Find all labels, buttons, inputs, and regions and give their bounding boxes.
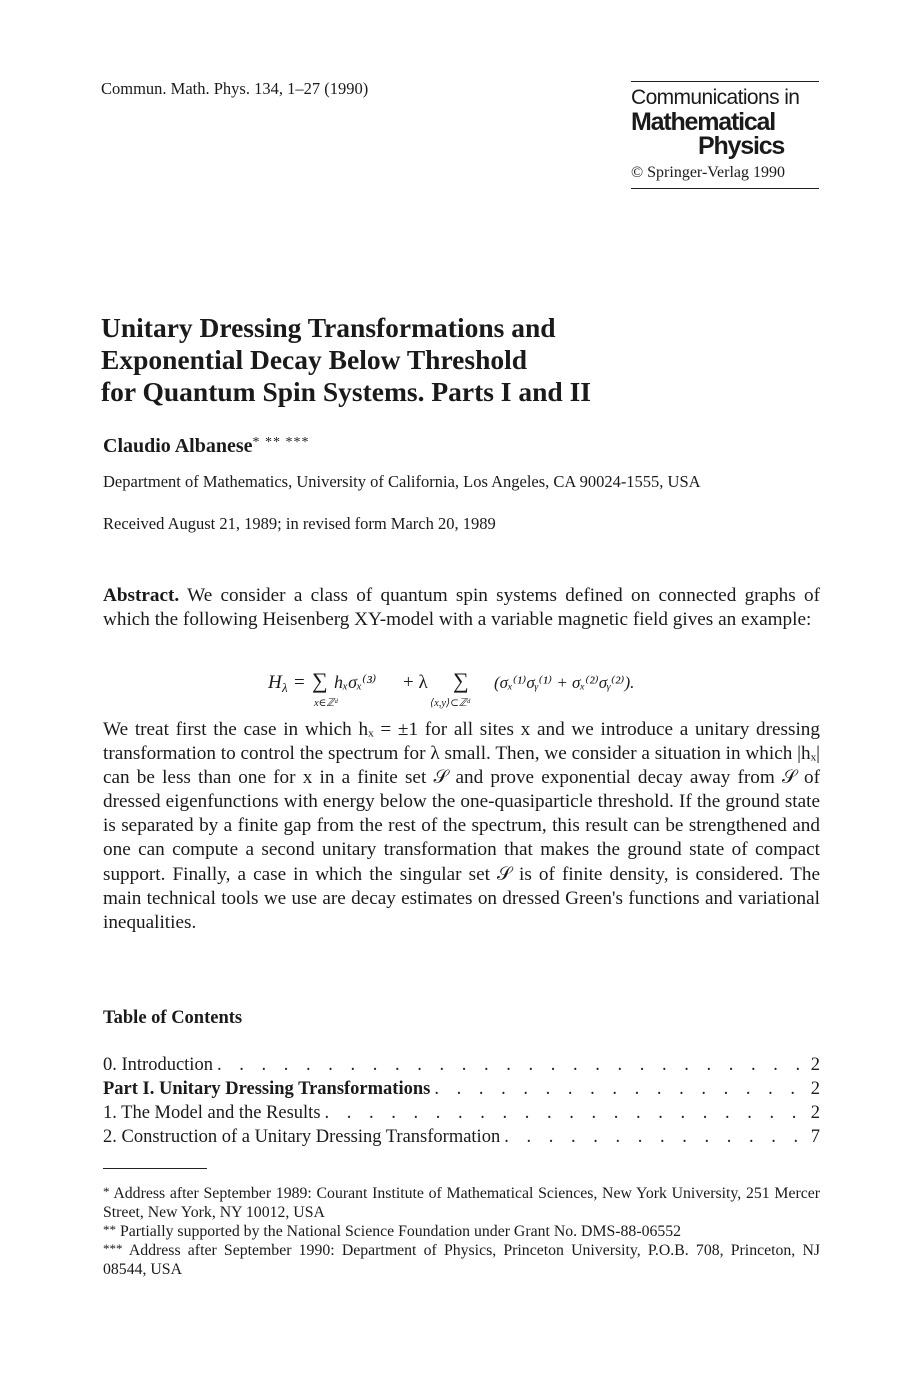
footnote-1 — [103, 1182, 820, 1222]
formula-plus-lambda: + λ — [403, 672, 428, 693]
abstract-text-1: We consider a class of quantum spin systems defined on connected graphs of which the following Heisenberg XY-model with a variable magnetic field gives an example: — [103, 585, 821, 631]
hamiltonian-formula — [268, 668, 688, 710]
toc-entry-page: 2 — [810, 1055, 820, 1075]
copyright-notice: © Springer-Verlag 1990 — [631, 164, 786, 181]
footnote-3 — [103, 1239, 820, 1279]
sum-1-subscript: x∈ℤᵈ — [314, 698, 338, 709]
footnote-1-mark: * — [103, 1184, 110, 1199]
article-title — [101, 312, 591, 408]
abstract-paragraph-1 — [103, 584, 820, 632]
title-line-1: Unitary Dressing Transformations and — [101, 312, 556, 343]
formula-lhs-subscript: λ — [282, 680, 288, 695]
toc-leader-dots — [434, 1077, 806, 1101]
abstract-paragraph-2: We treat first the case in which hₓ = ±1 for all sites x and we introduce a unitary dressing transformation to control the spectrum for λ small. Then, we consider a situation in which |hₓ| can be less than one for x in a finite set 𝒮 and prove exponential decay away from 𝒮 of dressed eigenfunctions with energy below the one-quasiparticle threshold. If the ground state is separated by a finite gap from the rest of the spectrum, this result can be strengthened and one can compute a second unitary transformation that makes the ground state of compact support. Finally, a case in which the singular set 𝒮 is of finite density, is considered. The main technical tools we use are decay estimates on dressed Green's functions and variational inequalities. — [103, 719, 820, 933]
toc-entry-page: 2 — [810, 1103, 820, 1123]
journal-logo-block — [631, 81, 819, 189]
author-name: Claudio Albanese — [103, 435, 253, 457]
toc-entry — [103, 1125, 820, 1149]
formula-term-1: hₓσₓ⁽³⁾ — [334, 672, 377, 692]
received-date: Received August 21, 1989; in revised form March 20, 1989 — [103, 514, 496, 533]
footnote-1-text: Address after September 1989: Courant Institute of Mathematical Sciences, New York University, 251 Mercer Street, New York, NY 10012, USA — [103, 1185, 820, 1221]
footnote-2-text: Partially supported by the National Science Foundation under Grant No. DMS-88-06552 — [119, 1223, 682, 1240]
author-affiliation: Department of Mathematics, University of California, Los Angeles, CA 90024-1555, USA — [103, 472, 701, 491]
toc-leader-dots — [217, 1053, 807, 1077]
journal-name-line2: Mathematical — [631, 108, 775, 136]
toc-entry — [103, 1101, 820, 1125]
toc-entry — [103, 1077, 820, 1101]
abstract-label: Abstract. — [103, 585, 180, 606]
title-line-2: Exponential Decay Below Threshold — [101, 344, 528, 375]
formula-lhs: H — [268, 672, 282, 693]
title-line-3: for Quantum Spin Systems. Parts I and II — [101, 376, 592, 407]
formula-term-2: (σₓ⁽¹⁾σᵧ⁽¹⁾ + σₓ⁽²⁾σᵧ⁽²⁾). — [494, 673, 635, 692]
author-line — [103, 435, 309, 458]
footnote-divider — [103, 1168, 207, 1169]
journal-citation: Commun. Math. Phys. 134, 1–27 (1990) — [101, 79, 369, 98]
toc-entry-label: 2. Construction of a Unitary Dressing Transformation — [103, 1127, 501, 1147]
toc-entry-label: 0. Introduction — [103, 1055, 213, 1075]
footnote-2 — [103, 1220, 820, 1241]
formula-equals: = — [294, 672, 305, 693]
toc-entry-label: 1. The Model and the Results — [103, 1103, 321, 1123]
footnote-2-mark: ** — [103, 1222, 116, 1237]
sum-2-subscript: ⟨x,y⟩⊂ℤᵈ — [430, 698, 471, 709]
toc-entry-page: 2 — [810, 1079, 820, 1099]
toc-entry-label: Part I. Unitary Dressing Transformations — [103, 1079, 431, 1099]
footnote-3-text: Address after September 1990: Department of Physics, Princeton University, P.O.B. 708, Princeton, NJ 08544, USA — [103, 1242, 820, 1278]
toc-heading: Table of Contents — [103, 1008, 243, 1028]
toc-entry — [103, 1053, 820, 1077]
author-footnote-marks: * ** *** — [252, 435, 310, 450]
toc-entry-page: 7 — [810, 1127, 820, 1147]
sum-symbol-2: ∑ — [453, 668, 469, 693]
journal-name-line1: Communications in — [631, 86, 800, 109]
sum-symbol-1: ∑ — [312, 668, 328, 693]
table-of-contents — [103, 1053, 820, 1149]
footnote-3-mark: *** — [103, 1241, 123, 1256]
journal-name-line3: Physics — [698, 132, 785, 160]
toc-leader-dots — [504, 1125, 807, 1149]
toc-leader-dots — [325, 1101, 807, 1125]
